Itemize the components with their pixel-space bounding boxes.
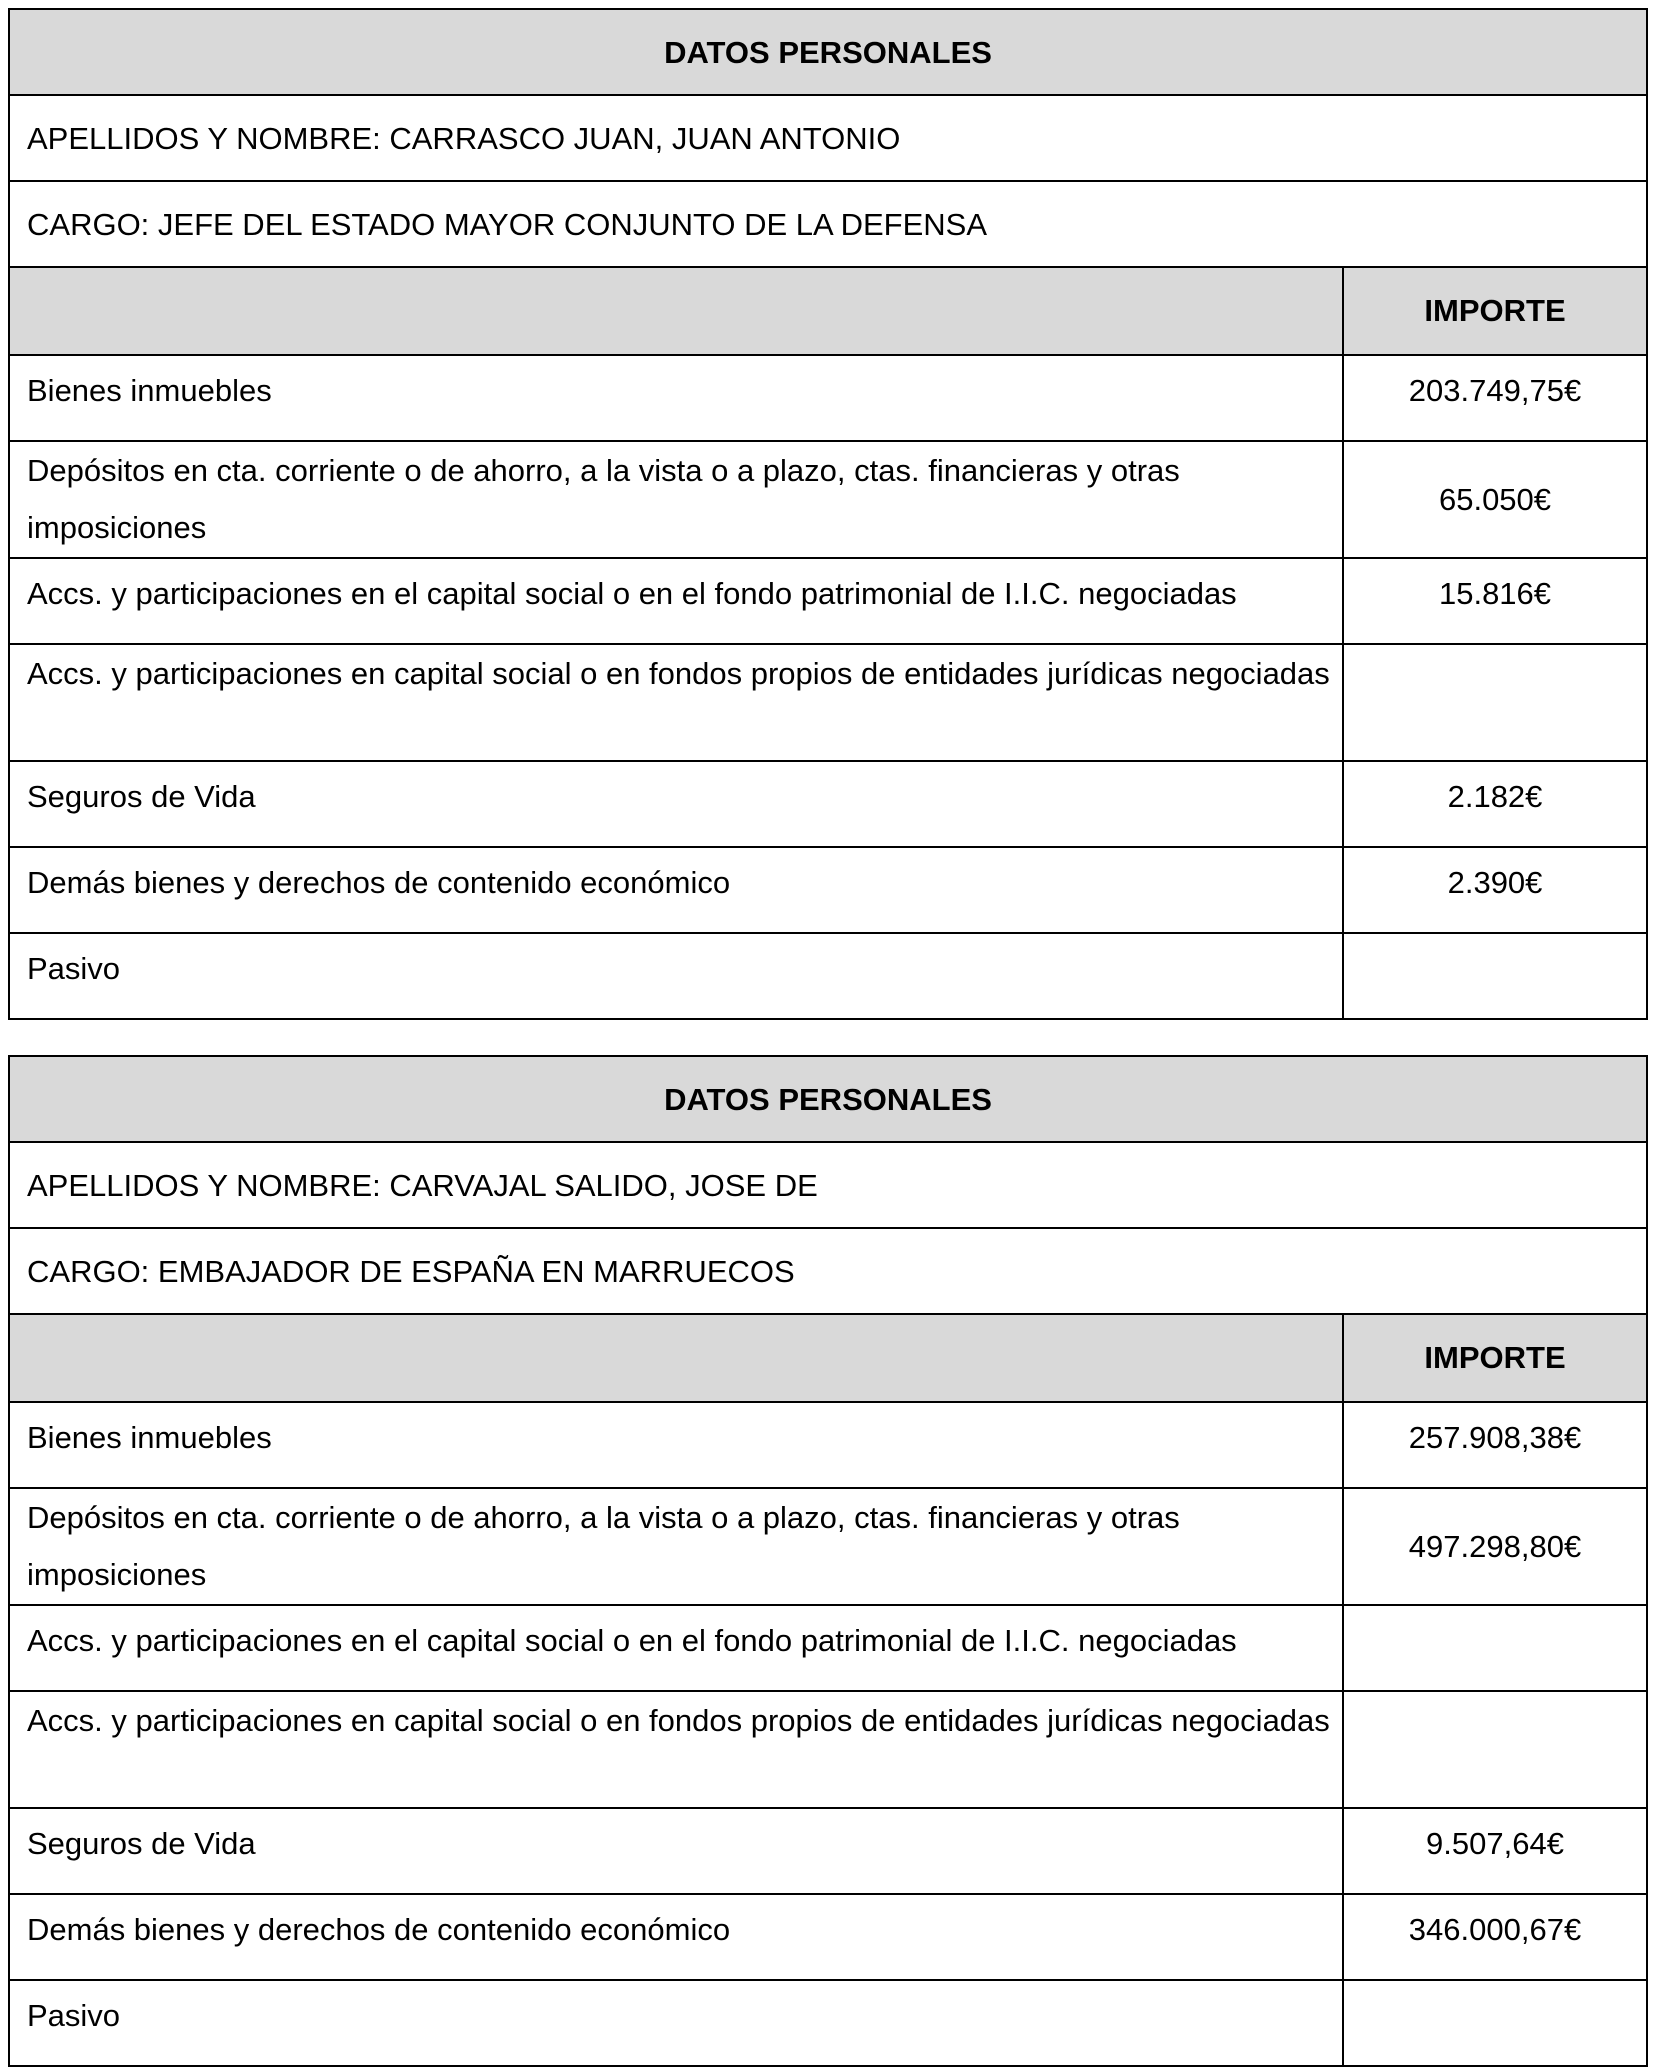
table-row: [9, 644, 1647, 761]
table-row: [9, 847, 1647, 933]
table-row: [9, 1691, 1647, 1808]
person-name: APELLIDOS Y NOMBRE: CARRASCO JUAN, JUAN ANTONIO: [9, 95, 1647, 181]
table-row: [9, 1980, 1647, 2066]
label-column-header: [9, 1314, 1343, 1402]
name-row: [9, 95, 1647, 181]
asset-amount: [1343, 644, 1647, 761]
section-title: DATOS PERSONALES: [9, 9, 1647, 95]
asset-label: Pasivo: [9, 1980, 1343, 2066]
asset-declaration-table: [8, 1055, 1648, 2067]
asset-amount: [1343, 1605, 1647, 1691]
section-title: DATOS PERSONALES: [9, 1056, 1647, 1142]
asset-amount: 2.390€: [1343, 847, 1647, 933]
asset-label: Pasivo: [9, 933, 1343, 1019]
name-row: [9, 1142, 1647, 1228]
table-row: [9, 558, 1647, 644]
asset-amount: 9.507,64€: [1343, 1808, 1647, 1894]
asset-label: Bienes inmuebles: [9, 355, 1343, 441]
asset-amount: [1343, 933, 1647, 1019]
asset-declaration-table: [8, 8, 1648, 1020]
table-row: [9, 441, 1647, 558]
table-row: [9, 1605, 1647, 1691]
asset-amount: 203.749,75€: [1343, 355, 1647, 441]
asset-label: Seguros de Vida: [9, 761, 1343, 847]
table-row: [9, 1808, 1647, 1894]
asset-label: Depósitos en cta. corriente o de ahorro, a la vista o a plazo, ctas. financieras y otras imposiciones: [9, 1488, 1343, 1605]
asset-label: Bienes inmuebles: [9, 1402, 1343, 1488]
asset-amount: 15.816€: [1343, 558, 1647, 644]
asset-declaration-record: [8, 8, 1646, 1020]
asset-label: Seguros de Vida: [9, 1808, 1343, 1894]
section-header-row: [9, 1056, 1647, 1142]
asset-amount: 257.908,38€: [1343, 1402, 1647, 1488]
column-header-row: [9, 1314, 1647, 1402]
asset-label: Accs. y participaciones en el capital social o en el fondo patrimonial de I.I.C. negociadas: [9, 1605, 1343, 1691]
table-row: [9, 933, 1647, 1019]
person-name: APELLIDOS Y NOMBRE: CARVAJAL SALIDO, JOSE DE: [9, 1142, 1647, 1228]
asset-amount: 497.298,80€: [1343, 1488, 1647, 1605]
asset-amount: 2.182€: [1343, 761, 1647, 847]
table-row: [9, 761, 1647, 847]
amount-column-header: IMPORTE: [1343, 267, 1647, 355]
asset-label: Demás bienes y derechos de contenido económico: [9, 847, 1343, 933]
asset-amount: [1343, 1691, 1647, 1808]
asset-label: Accs. y participaciones en el capital social o en el fondo patrimonial de I.I.C. negociadas: [9, 558, 1343, 644]
asset-declaration-record: [8, 1055, 1646, 2067]
table-row: [9, 1488, 1647, 1605]
asset-amount: 346.000,67€: [1343, 1894, 1647, 1980]
asset-label: Demás bienes y derechos de contenido económico: [9, 1894, 1343, 1980]
asset-amount: 65.050€: [1343, 441, 1647, 558]
table-row: [9, 355, 1647, 441]
person-position: CARGO: EMBAJADOR DE ESPAÑA EN MARRUECOS: [9, 1228, 1647, 1314]
position-row: [9, 181, 1647, 267]
amount-column-header: IMPORTE: [1343, 1314, 1647, 1402]
column-header-row: [9, 267, 1647, 355]
table-row: [9, 1402, 1647, 1488]
person-position: CARGO: JEFE DEL ESTADO MAYOR CONJUNTO DE LA DEFENSA: [9, 181, 1647, 267]
asset-label: Depósitos en cta. corriente o de ahorro, a la vista o a plazo, ctas. financieras y otras imposiciones: [9, 441, 1343, 558]
asset-label: Accs. y participaciones en capital social o en fondos propios de entidades jurídicas negociadas: [9, 1691, 1343, 1808]
section-header-row: [9, 9, 1647, 95]
asset-label: Accs. y participaciones en capital social o en fondos propios de entidades jurídicas negociadas: [9, 644, 1343, 761]
asset-amount: [1343, 1980, 1647, 2066]
table-row: [9, 1894, 1647, 1980]
label-column-header: [9, 267, 1343, 355]
position-row: [9, 1228, 1647, 1314]
